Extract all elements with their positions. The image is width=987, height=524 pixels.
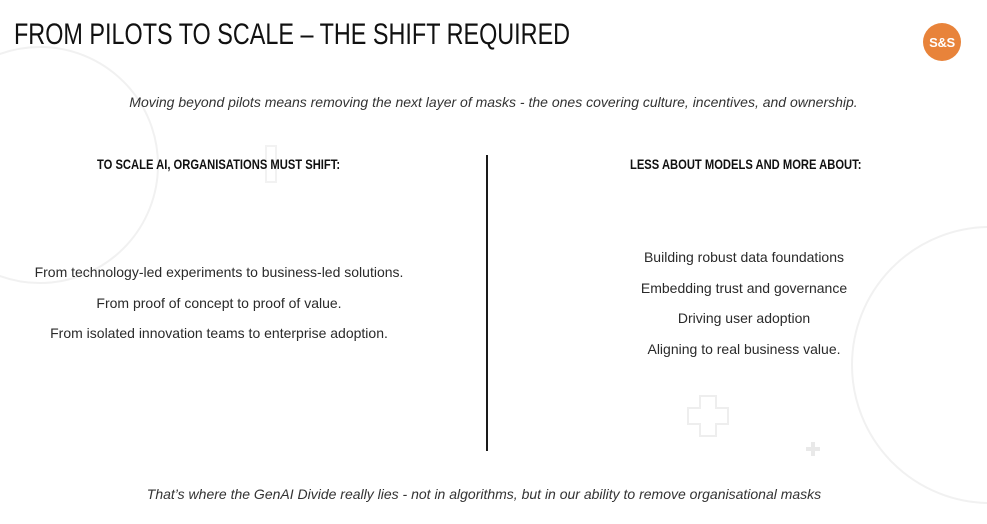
list-item: Aligning to real business value.: [647, 340, 841, 357]
brand-logo: [923, 23, 961, 61]
left-shift-list: [0, 263, 438, 355]
plus-icon: [688, 396, 728, 436]
column-divider: [486, 155, 488, 451]
list-item: From proof of concept to proof of value.: [96, 294, 342, 311]
plus-icon: [806, 442, 820, 456]
list-item: From isolated innovation teams to enterprise adoption.: [50, 325, 388, 341]
right-column-heading: LESS ABOUT MODELS AND MORE ABOUT:: [630, 156, 862, 172]
list-item: Embedding trust and governance: [640, 279, 848, 296]
right-focus-list: [600, 248, 888, 370]
subtitle: Moving beyond pilots means removing the next layer of masks - the ones covering culture, incentives, and ownership.: [129, 94, 858, 110]
logo-text: S&S: [929, 34, 955, 50]
left-column-heading: TO SCALE AI, ORGANISATIONS MUST SHIFT:: [97, 156, 341, 172]
page-title: FROM PILOTS TO SCALE – THE SHIFT REQUIRED: [14, 18, 571, 51]
footer-caption: That’s where the GenAI Divide really lies - not in algorithms, but in our ability to remove organisational masks: [146, 486, 822, 502]
list-item: Driving user adoption: [677, 310, 811, 326]
list-item: Building robust data foundations: [643, 249, 845, 265]
list-item: From technology-led experiments to business-led solutions.: [34, 264, 404, 280]
